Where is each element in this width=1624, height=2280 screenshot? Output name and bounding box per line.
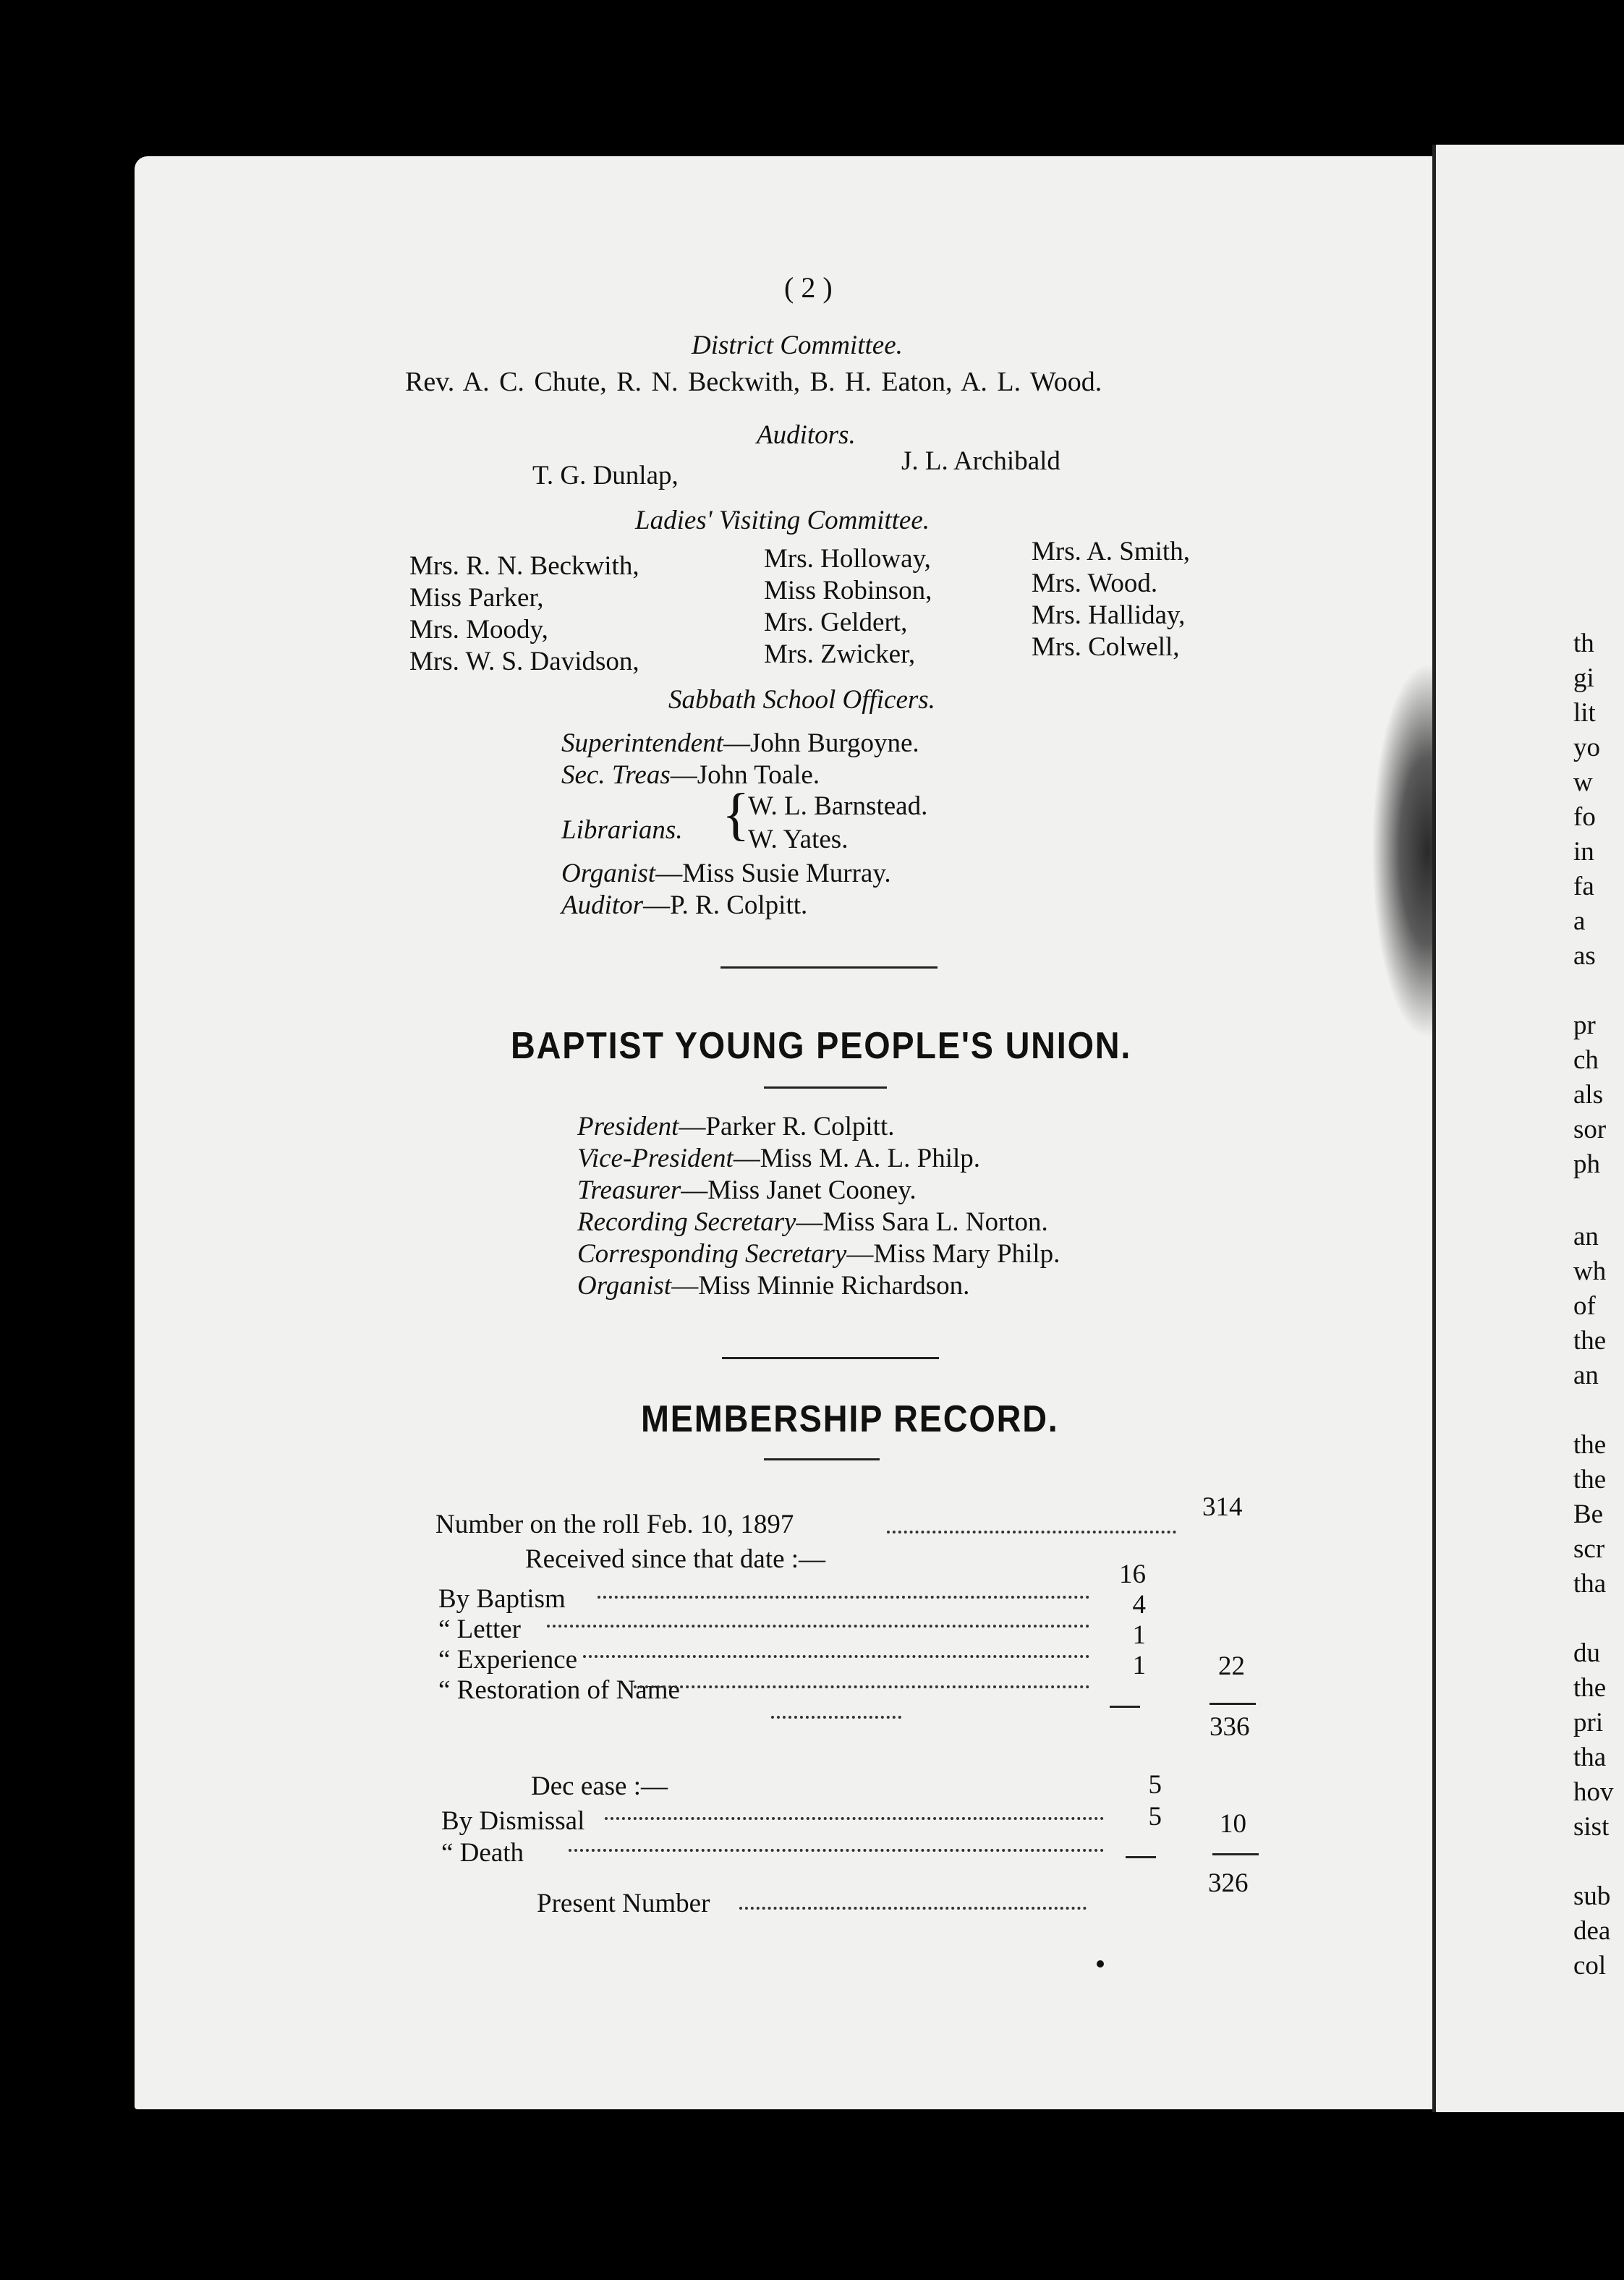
divider — [722, 1357, 939, 1359]
list-item: Mrs. Holloway, — [764, 544, 931, 574]
text-fragment: of — [1573, 1291, 1596, 1321]
text-fragment: an — [1573, 1222, 1599, 1251]
text-fragment: Be — [1573, 1500, 1604, 1529]
sum-rule — [1110, 1706, 1140, 1708]
officer-title: Vice-President — [577, 1144, 734, 1173]
received-value: 16 — [1119, 1560, 1146, 1589]
auditor-line — [561, 890, 807, 921]
text-fragment: fo — [1573, 802, 1596, 832]
officer-title: Recording Secretary — [577, 1207, 796, 1237]
officer-title: Organist — [561, 859, 656, 888]
sum-rule — [1210, 1703, 1256, 1705]
document-page — [135, 156, 1437, 2109]
received-label: Received since that date :— — [525, 1544, 826, 1574]
present-label: Present Number — [537, 1889, 710, 1918]
superintendent-line — [561, 728, 919, 759]
list-item: Mrs. Halliday, — [1032, 600, 1186, 630]
text-fragment: dea — [1573, 1916, 1611, 1946]
received-item: “ Restoration of Name — [438, 1675, 680, 1705]
dot-leader — [605, 1817, 1104, 1820]
officer-name: —John Toale. — [670, 760, 820, 790]
dot-leader — [739, 1907, 1087, 1910]
list-item: Mrs. W. S. Davidson, — [409, 647, 639, 676]
received-item: By Baptism — [438, 1584, 566, 1614]
received-values — [1117, 1560, 1146, 1681]
text-fragment: the — [1573, 1430, 1607, 1460]
sec-treas-line — [561, 760, 820, 791]
bypu-heading: BAPTIST YOUNG PEOPLE'S UNION. — [511, 1025, 1132, 1067]
decrease-labels — [441, 1805, 584, 1869]
officer-name: —John Burgoyne. — [723, 728, 919, 758]
decrease-label: Dec ease :— — [531, 1771, 668, 1801]
officer-line — [577, 1238, 1060, 1270]
ladies-column-3 — [1032, 536, 1190, 663]
divider — [764, 1086, 887, 1089]
received-item: “ Letter — [438, 1615, 521, 1644]
officer-name: —Miss Mary Philp. — [846, 1239, 1060, 1269]
text-fragment: gi — [1573, 663, 1594, 693]
text-fragment: col — [1573, 1951, 1607, 1981]
text-fragment: sor — [1573, 1115, 1607, 1144]
text-fragment: an — [1573, 1361, 1599, 1390]
text-fragment: the — [1573, 1673, 1607, 1703]
officer-name: —Miss Janet Cooney. — [681, 1175, 917, 1205]
dot-leader — [547, 1625, 1089, 1628]
dot-leader — [569, 1849, 1104, 1852]
text-fragment: pr — [1573, 1011, 1596, 1040]
officer-name: —Miss Sara L. Norton. — [796, 1207, 1048, 1237]
text-fragment: fa — [1573, 872, 1594, 901]
organist-line — [561, 858, 891, 889]
bypu-officers — [577, 1111, 1060, 1302]
page-number: ( 2 ) — [784, 271, 833, 304]
officer-title: Auditor — [561, 890, 644, 920]
received-total: 22 — [1218, 1651, 1245, 1681]
received-value: 1 — [1132, 1651, 1146, 1680]
officer-line — [577, 1270, 1060, 1302]
list-item: Miss Parker, — [409, 583, 544, 613]
present-value: 326 — [1208, 1868, 1249, 1898]
list-item: Mrs. Zwicker, — [764, 639, 916, 669]
decrease-total: 10 — [1220, 1809, 1246, 1839]
district-committee-members: Rev. A. C. Chute, R. N. Beckwith, B. H. Eaton, A. L. Wood. — [405, 367, 1102, 397]
text-fragment: als — [1573, 1080, 1604, 1110]
text-fragment: du — [1573, 1638, 1600, 1668]
dot-leader — [887, 1531, 1176, 1534]
officer-title: President — [577, 1112, 679, 1141]
ladies-column-1 — [409, 550, 639, 678]
text-fragment: scr — [1573, 1534, 1605, 1564]
next-page-edge — [1432, 145, 1624, 2112]
district-committee-heading: District Committee. — [692, 331, 903, 360]
text-fragment: in — [1573, 837, 1594, 867]
text-fragment: as — [1573, 941, 1596, 971]
received-value: 4 — [1132, 1590, 1146, 1620]
brace-glyph: { — [722, 783, 750, 846]
librarians-list — [748, 790, 927, 856]
list-item: Mrs. Geldert, — [764, 608, 908, 637]
officer-line — [577, 1111, 1060, 1143]
text-fragment: tha — [1573, 1743, 1607, 1772]
received-item: “ Experience — [438, 1645, 578, 1675]
dot-leader — [771, 1716, 901, 1719]
ink-dot — [1097, 1960, 1104, 1968]
text-fragment: w — [1573, 767, 1593, 797]
text-fragment: the — [1573, 1465, 1607, 1494]
text-fragment: the — [1573, 1326, 1607, 1356]
roll-label: Number on the roll Feb. 10, 1897 — [435, 1510, 794, 1539]
officer-name: —Miss M. A. L. Philp. — [733, 1144, 981, 1173]
list-item: Mrs. A. Smith, — [1032, 537, 1190, 566]
officer-title: Organist — [577, 1271, 672, 1301]
sum-rule — [1212, 1853, 1259, 1855]
decrease-item: “ Death — [441, 1838, 524, 1868]
librarians-title: Librarians. — [561, 815, 683, 845]
dot-leader — [598, 1596, 1089, 1599]
auditor-name: J. L. Archibald — [901, 446, 1060, 476]
ladies-column-2 — [764, 543, 932, 671]
officer-title: Sec. Treas — [561, 760, 671, 790]
membership-heading: MEMBERSHIP RECORD. — [641, 1398, 1059, 1440]
text-fragment: ch — [1573, 1045, 1599, 1075]
dot-leader — [634, 1685, 1089, 1688]
auditor-name: T. G. Dunlap, — [532, 461, 679, 490]
list-item: Mrs. Colwell, — [1032, 632, 1180, 662]
divider — [720, 966, 938, 969]
list-item: Miss Robinson, — [764, 576, 932, 605]
decrease-item: By Dismissal — [441, 1806, 585, 1836]
decrease-values — [1133, 1769, 1162, 1833]
officer-title: Treasurer — [577, 1175, 681, 1205]
decrease-value: 5 — [1148, 1770, 1162, 1800]
dot-leader — [583, 1655, 1089, 1658]
list-item: Mrs. Wood. — [1032, 569, 1158, 598]
divider — [764, 1458, 880, 1460]
decrease-value: 5 — [1148, 1802, 1162, 1832]
officer-name: —Parker R. Colpitt. — [679, 1112, 895, 1141]
officer-title: Corresponding Secretary — [577, 1239, 847, 1269]
list-item: Mrs. R. N. Beckwith, — [409, 551, 639, 581]
officer-line — [577, 1143, 1060, 1175]
text-fragment: a — [1573, 906, 1586, 936]
officer-line — [577, 1175, 1060, 1207]
list-item: Mrs. Moody, — [409, 615, 548, 645]
text-fragment: ph — [1573, 1149, 1600, 1179]
officer-name: —P. R. Colpitt. — [643, 890, 808, 920]
received-value: 1 — [1132, 1620, 1146, 1650]
text-fragment: sist — [1573, 1812, 1610, 1842]
officer-name: —Miss Susie Murray. — [655, 859, 891, 888]
text-fragment: tha — [1573, 1569, 1607, 1599]
text-fragment: sub — [1573, 1881, 1611, 1911]
text-fragment: th — [1573, 629, 1594, 658]
ladies-committee-heading: Ladies' Visiting Committee. — [635, 506, 930, 535]
text-fragment: hov — [1573, 1777, 1614, 1807]
sum-rule — [1126, 1856, 1156, 1858]
text-fragment: lit — [1573, 698, 1596, 728]
auditors-heading: Auditors. — [757, 420, 856, 450]
list-item: W. Yates. — [748, 825, 849, 854]
subtotal: 336 — [1210, 1712, 1250, 1742]
text-fragment: wh — [1573, 1256, 1607, 1286]
officer-line — [577, 1207, 1060, 1238]
roll-value: 314 — [1202, 1492, 1243, 1522]
list-item: W. L. Barnstead. — [748, 791, 928, 821]
sabbath-school-heading: Sabbath School Officers. — [668, 685, 935, 715]
text-fragment: pri — [1573, 1708, 1604, 1737]
officer-name: —Miss Minnie Richardson. — [671, 1271, 970, 1301]
text-fragment: yo — [1573, 733, 1600, 762]
officer-title: Superintendent — [561, 728, 724, 758]
